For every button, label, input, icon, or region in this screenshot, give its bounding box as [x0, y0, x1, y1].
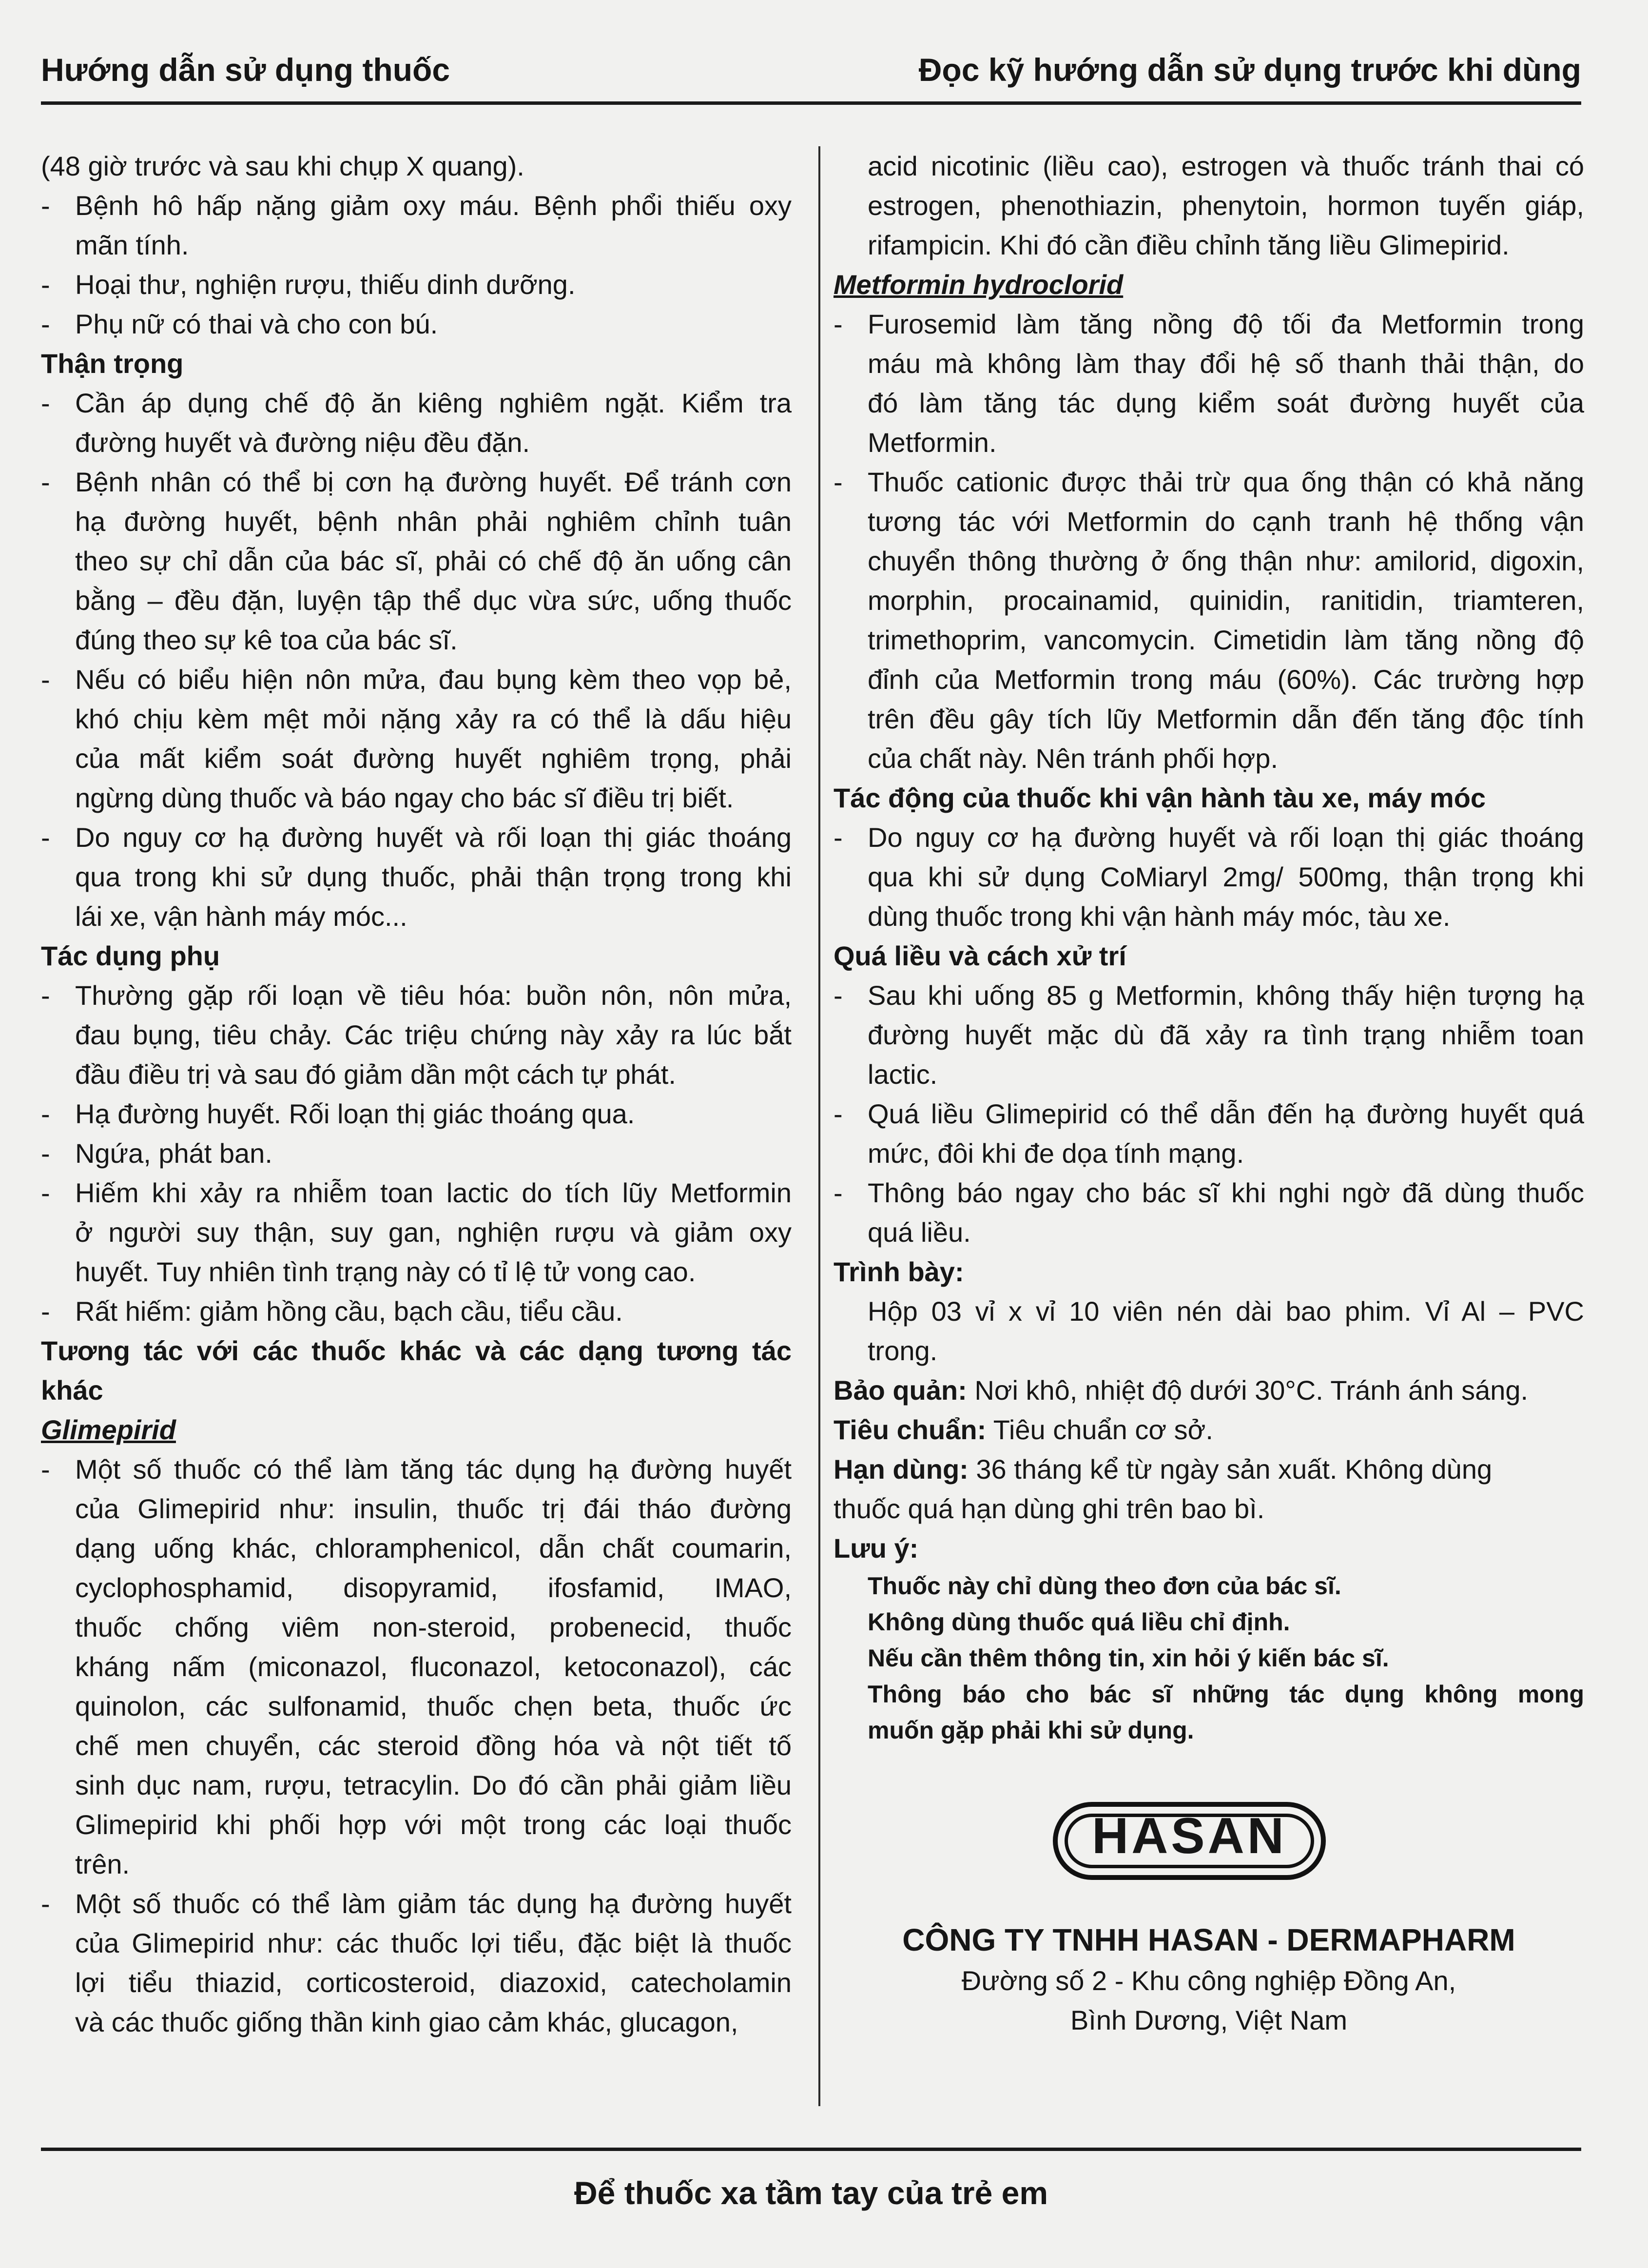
overdose-item-line: Quá liều Glimepirid có thể dẫn đến hạ đường huyết quá [868, 1098, 1584, 1129]
overdose-item-line: Sau khi uống 85 g Metformin, không thấy hiện tượng hạ [868, 980, 1584, 1011]
footer-warning: Để thuốc xa tầm tay của trẻ em [574, 2175, 1048, 2211]
left-column [41, 146, 792, 2042]
glimepirid-continuation [834, 146, 1584, 265]
logo-area [834, 1748, 1584, 1895]
metformin-interaction-item [834, 304, 1584, 462]
glimepirid-interaction-item-line: quinolon, các sulfonamid, thuốc chẹn beta, thuốc ức [75, 1691, 792, 1721]
caution-item [41, 462, 792, 660]
interaction-heading-line: Tương tác với các thuốc khác và các dạng tương tác [41, 1335, 792, 1366]
standard-label: Tiêu chuẩn: [834, 1414, 987, 1445]
side-effect-item-line: Rất hiếm: giảm hồng cầu, bạch cầu, tiểu cầu. [75, 1296, 623, 1327]
list-dash: - [41, 664, 50, 695]
caution-item [41, 660, 792, 818]
company-address-line: Bình Dương, Việt Nam [1070, 2005, 1348, 2035]
storage-value: Nơi khô, nhiệt độ dưới 30°C. Tránh ánh sáng. [967, 1375, 1529, 1406]
hasan-logo [1053, 1802, 1326, 1880]
footer-rule [41, 2148, 1581, 2151]
overdose-item [834, 1094, 1584, 1173]
metformin-interaction-item-line: đỉnh của Metformin trong máu (60%). Các trường hợp [868, 664, 1584, 695]
contraindication-item [41, 186, 792, 265]
list-dash: - [41, 467, 50, 497]
caution-item-line: Cần áp dụng chế độ ăn kiêng nghiêm ngặt. Kiểm tra [75, 388, 792, 418]
caution-item-line: khó chịu kèm mệt mỏi nặng xảy ra có thể là dấu hiệu [75, 704, 792, 734]
contraindication-continuation: (48 giờ trước và sau khi chụp X quang). [41, 151, 524, 181]
logo-text: HASAN [1092, 1808, 1287, 1864]
list-dash: - [41, 388, 50, 418]
side-effect-item [41, 1173, 792, 1291]
standard-value: Tiêu chuẩn cơ sở. [986, 1414, 1213, 1445]
list-dash: - [834, 1098, 843, 1129]
glimepirid-interaction-item-line: Một số thuốc có thể làm giảm tác dụng hạ đường huyết [75, 1888, 792, 1919]
continuation-line: estrogen, phenothiazin, phenytoin, hormon tuyến giáp, [868, 190, 1584, 221]
section-heading-driving: Tác động của thuốc khi vận hành tàu xe, máy móc [834, 782, 1486, 813]
list-dash: - [41, 1454, 50, 1485]
presentation-line: trong. [868, 1335, 938, 1366]
section-heading-interactions [41, 1331, 792, 1410]
page-header [41, 46, 1581, 100]
list-dash: - [41, 1138, 50, 1169]
storage-label: Bảo quản: [834, 1375, 967, 1406]
caution-item-line: đúng theo sự kê toa của bác sĩ. [75, 625, 458, 655]
caution-item [41, 818, 792, 936]
metformin-interaction-item-line: trên đều gây tích lũy Metformin dẫn đến tăng độc tính [868, 704, 1584, 734]
continuation-line: rifampicin. Khi đó cần điều chỉnh tăng liều Glimepirid. [868, 230, 1510, 260]
overdose-item-line: đường huyết mặc dù đã xảy ra tình trạng nhiễm toan [868, 1019, 1584, 1050]
side-effect-item [41, 1291, 792, 1331]
metformin-interaction-item [834, 462, 1584, 778]
company-address-line: Đường số 2 - Khu công nghiệp Đồng An, [961, 1965, 1456, 1996]
caution-item-line: Nếu có biểu hiện nôn mửa, đau bụng kèm theo vọp bẻ, [75, 664, 792, 695]
list-dash: - [41, 1296, 50, 1327]
glimepirid-interaction-item-line: sinh dục nam, rượu, tetracylin. Do đó cần phải giảm liều [75, 1770, 792, 1800]
side-effect-item-line: Hiếm khi xảy ra nhiễm toan lactic do tích lũy Metformin [75, 1177, 792, 1208]
side-effect-item-line: Thường gặp rối loạn về tiêu hóa: buồn nôn, nôn mửa, [75, 980, 792, 1011]
overdose-item-line: mức, đôi khi đe dọa tính mạng. [868, 1138, 1244, 1169]
caution-item-line: của mất kiểm soát đường huyết nghiêm trọng, phải [75, 743, 792, 774]
header-left-title: Hướng dẫn sử dụng thuốc [41, 52, 450, 88]
metformin-interaction-item-line: máu mà không làm thay đổi hệ số thanh thải thận, do [868, 348, 1584, 379]
caution-item-line: theo sự chỉ dẫn của bác sĩ, phải có chế độ ăn uống cân [75, 546, 792, 576]
company-block [834, 1919, 1584, 2040]
side-effect-item-line: Ngứa, phát ban. [75, 1138, 272, 1169]
expiry-value: 36 tháng kể từ ngày sản xuất. Không dùng [968, 1454, 1493, 1485]
right-column [834, 146, 1584, 2040]
expiry-label: Hạn dùng: [834, 1454, 969, 1485]
overdose-item-line: Thông báo ngay cho bác sĩ khi nghi ngờ đã dùng thuốc [868, 1177, 1584, 1208]
glimepirid-interaction-item [41, 1884, 792, 2042]
note-line: Thông báo cho bác sĩ những tác dụng không mong [868, 1681, 1584, 1708]
glimepirid-interaction-item-line: của Glimepirid như: insulin, thuốc trị đái tháo đường [75, 1493, 792, 1524]
caution-item-line: Do nguy cơ hạ đường huyết và rối loạn thị giác thoáng [75, 822, 792, 853]
list-dash: - [41, 309, 50, 339]
side-effect-item-line: huyết. Tuy nhiên tình trạng này có tỉ lệ tử vong cao. [75, 1256, 696, 1287]
list-dash: - [834, 822, 843, 853]
list-dash: - [834, 309, 843, 339]
caution-item-line: ngừng dùng thuốc và báo ngay cho bác sĩ điều trị biết. [75, 782, 734, 813]
section-heading-side-effects: Tác dụng phụ [41, 940, 220, 971]
subheading-glimepirid: Glimepirid [41, 1414, 176, 1445]
glimepirid-interaction-item-line: của Glimepirid như: các thuốc lợi tiểu, đặc biệt là thuốc [75, 1928, 792, 1958]
section-heading-overdose: Quá liều và cách xử trí [834, 940, 1126, 971]
caution-item-line: Bệnh nhân có thể bị cơn hạ đường huyết. Để tránh cơn [75, 467, 792, 497]
glimepirid-interaction-item-line: trên. [75, 1849, 130, 1879]
metformin-interaction-item-line: chuyển thông thường ở ống thận như: amilorid, digoxin, [868, 546, 1584, 576]
contraindication-item [41, 304, 792, 344]
caution-item-line: bằng – đều đặn, luyện tập thể dục vừa sức, uống thuốc [75, 585, 792, 616]
subheading-metformin: Metformin hydroclorid [834, 269, 1124, 300]
list-dash: - [41, 190, 50, 221]
glimepirid-interaction-item-line: kháng nấm (miconazol, fluconazol, ketoconazol), các [75, 1651, 792, 1682]
glimepirid-interaction-item-line: Một số thuốc có thể làm tăng tác dụng hạ đường huyết [75, 1454, 792, 1485]
overdose-item-line: lactic. [868, 1059, 938, 1090]
metformin-interaction-item-line: tương tác với Metformin do cạnh tranh hệ thống vận [868, 506, 1584, 537]
list-dash: - [41, 1098, 50, 1129]
continuation-line: acid nicotinic (liều cao), estrogen và thuốc tránh thai có [868, 151, 1584, 181]
metformin-interaction-item-line: Thuốc cationic được thải trừ qua ống thận có khả năng [868, 467, 1584, 497]
header-right-title: Đọc kỹ hướng dẫn sử dụng trước khi dùng [918, 52, 1581, 88]
list-dash: - [834, 980, 843, 1011]
metformin-interaction-item-line: Furosemid làm tăng nồng độ tối đa Metformin trong [868, 309, 1584, 339]
overdose-item-line: quá liều. [868, 1217, 971, 1248]
driving-item-line: Do nguy cơ hạ đường huyết và rối loạn thị giác thoáng [868, 822, 1584, 853]
metformin-interaction-item-line: của chất này. Nên tránh phối hợp. [868, 743, 1278, 774]
metformin-interaction-item-line: trimethoprim, vancomycin. Cimetidin làm tăng nồng độ [868, 625, 1584, 655]
caution-item-line: đường huyết và đường niệu đều đặn. [75, 427, 530, 458]
contraindication-item [41, 265, 792, 304]
driving-item-line: dùng thuốc trong khi vận hành máy móc, tàu xe. [868, 901, 1451, 932]
note-line: Không dùng thuốc quá liều chỉ định. [868, 1608, 1290, 1636]
side-effect-item [41, 1094, 792, 1134]
glimepirid-interaction-item-line: lợi tiểu thiazid, corticosteroid, diazoxid, catecholamin [75, 1967, 792, 1998]
contraindication-item-line: Phụ nữ có thai và cho con bú. [75, 309, 438, 339]
expiry-continuation: thuốc quá hạn dùng ghi trên bao bì. [834, 1493, 1265, 1524]
presentation-line: Hộp 03 vỉ x vỉ 10 viên nén dài bao phim. Vỉ Al – PVC [868, 1296, 1584, 1327]
presentation-text [834, 1291, 1584, 1370]
section-heading-caution: Thận trọng [41, 348, 184, 379]
interaction-heading-line: khác [41, 1375, 103, 1406]
contraindication-item-line: mãn tính. [75, 230, 189, 260]
company-name: CÔNG TY TNHH HASAN - DERMAPHARM [902, 1922, 1515, 1957]
list-dash: - [41, 1888, 50, 1919]
metformin-interaction-item-line: đó làm tăng tác dụng kiểm soát đường huyết của [868, 388, 1584, 418]
caution-item-line: hạ đường huyết, bệnh nhân phải nghiêm chỉnh tuân [75, 506, 792, 537]
side-effect-item-line: Hạ đường huyết. Rối loạn thị giác thoáng qua. [75, 1098, 635, 1129]
caution-item-line: qua trong khi sử dụng thuốc, phải thận trọng trong khi [75, 861, 792, 892]
driving-item-line: qua khi sử dụng CoMiaryl 2mg/ 500mg, thận trọng khi [868, 861, 1584, 892]
overdose-item [834, 1173, 1584, 1252]
side-effect-item [41, 1134, 792, 1173]
metformin-interaction-item-line: Metformin. [868, 427, 997, 458]
list-dash: - [41, 1177, 50, 1208]
contraindication-item-line: Hoại thư, nghiện rượu, thiếu dinh dưỡng. [75, 269, 576, 300]
side-effect-item [41, 976, 792, 1094]
note-line: Nếu cần thêm thông tin, xin hỏi ý kiến bác sĩ. [868, 1644, 1389, 1672]
glimepirid-interaction-item-line: Glimepirid khi phối hợp với một trong các loại thuốc [75, 1809, 792, 1840]
overdose-item [834, 976, 1584, 1094]
storage [834, 1370, 1584, 1410]
column-divider [818, 146, 820, 2106]
list-dash: - [834, 467, 843, 497]
side-effect-item-line: đầu điều trị và sau đó giảm dần một cách tự phát. [75, 1059, 676, 1090]
list-dash: - [41, 269, 50, 300]
list-dash: - [834, 1177, 843, 1208]
glimepirid-interaction-item-line: và các thuốc giống thần kinh giao cảm khác, glucagon, [75, 2007, 738, 2037]
glimepirid-interaction-item-line: dạng uống khác, chloramphenicol, dẫn chất coumarin, [75, 1533, 792, 1564]
glimepirid-interaction-item [41, 1449, 792, 1884]
section-heading-notes: Lưu ý: [834, 1533, 919, 1564]
contraindication-item-line: Bệnh hô hấp nặng giảm oxy máu. Bệnh phổi thiếu oxy [75, 190, 792, 221]
list-dash: - [41, 980, 50, 1011]
glimepirid-interaction-item-line: thuốc chống viêm non-steroid, probenecid, thuốc [75, 1612, 792, 1642]
list-dash: - [41, 822, 50, 853]
side-effect-item-line: ở người suy thận, suy gan, nghiện rượu và giảm oxy [75, 1217, 792, 1248]
section-heading-presentation: Trình bày: [834, 1256, 964, 1287]
standard [834, 1410, 1584, 1449]
note-line: muốn gặp phải khi sử dụng. [868, 1717, 1194, 1744]
metformin-interaction-item-line: morphin, procainamid, quinidin, ranitidin, triamteren, [868, 585, 1584, 616]
side-effect-item-line: đau bụng, tiêu chảy. Các triệu chứng này xảy ra lúc bắt [75, 1019, 792, 1050]
caution-item [41, 383, 792, 462]
header-rule [41, 101, 1581, 105]
expiry [834, 1449, 1584, 1489]
note-line: Thuốc này chỉ dùng theo đơn của bác sĩ. [868, 1572, 1341, 1600]
glimepirid-interaction-item-line: chế men chuyển, các steroid đồng hóa và nột tiết tố [75, 1730, 792, 1761]
caution-item-line: lái xe, vận hành máy móc... [75, 901, 407, 932]
driving-item [834, 818, 1584, 936]
glimepirid-interaction-item-line: cyclophosphamid, disopyramid, ifosfamid, IMAO, [75, 1572, 792, 1603]
